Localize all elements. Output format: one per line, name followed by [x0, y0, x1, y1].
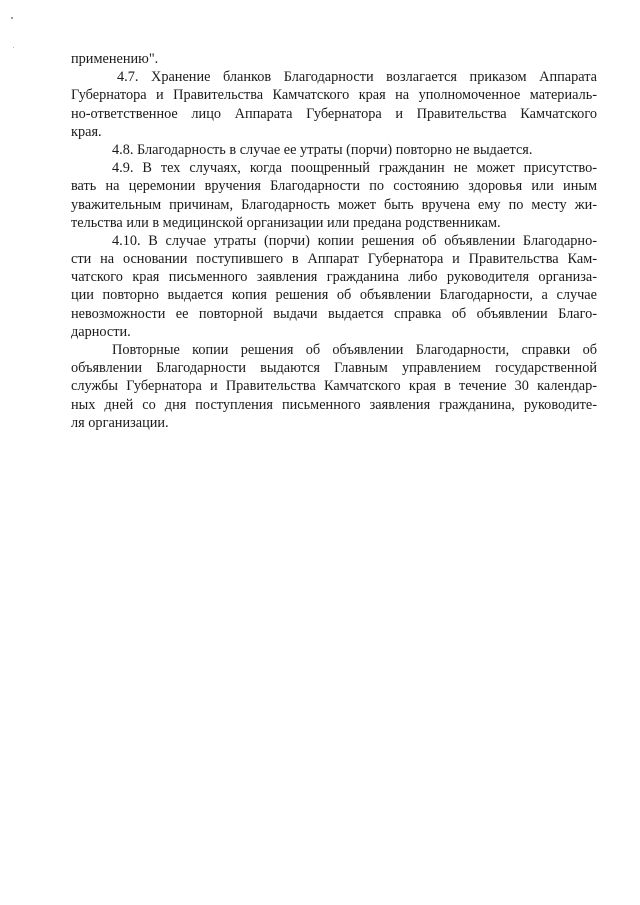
scan-speck: [11, 17, 13, 19]
text-line: 4.7. Хранение бланков Благодарности возлагается приказом Аппарата: [117, 69, 597, 86]
text-line: вать на церемонии вручения Благодарности по состоянию здоровья или иным: [71, 178, 597, 195]
text-line: тельства или в медицинской организации или предана родственникам.: [71, 214, 501, 231]
document-body: [71, 50, 597, 432]
text-line: чатского края письменного заявления гражданина либо руководителя организа-: [71, 269, 597, 286]
text-line: сти на основании поступившего в Аппарат Губернатора и Правительства Кам-: [71, 251, 597, 268]
scan-speck: [13, 47, 14, 48]
text-line: объявлении Благодарности выдаются Главным управлением государственной: [71, 360, 597, 377]
text-line: дарности.: [71, 323, 131, 340]
text-line: применению".: [71, 51, 159, 67]
text-line: невозможности ее повторной выдачи выдается справка об объявлении Благо-: [71, 305, 597, 322]
text-line: Повторные копии решения об объявлении Благодарности, справки об: [112, 342, 597, 358]
text-line: 4.10. В случае утраты (порчи) копии решения об объявлении Благодарно-: [112, 232, 597, 249]
text-line: 4.9. В тех случаях, когда поощренный гражданин не может присутство-: [112, 160, 597, 177]
text-line: ции повторно выдается копия решения об объявлении Благодарности, а случае: [71, 287, 597, 304]
text-line: ных дней со дня поступления письменного заявления гражданина, руководите-: [71, 396, 597, 413]
text-line: но-ответственное лицо Аппарата Губернатора и Правительства Камчатского: [71, 105, 597, 122]
text-line: службы Губернатора и Правительства Камчатского края в течение 30 календар-: [71, 378, 597, 395]
text-line: ля организации.: [71, 414, 169, 431]
text-line: края.: [71, 123, 102, 140]
text-line: 4.8. Благодарность в случае ее утраты (порчи) повторно не выдается.: [112, 141, 533, 158]
text-line: уважительным причинам, Благодарность может быть вручена ему по месту жи-: [71, 196, 597, 213]
text-line: Губернатора и Правительства Камчатского края на уполномоченное материаль-: [71, 87, 597, 104]
